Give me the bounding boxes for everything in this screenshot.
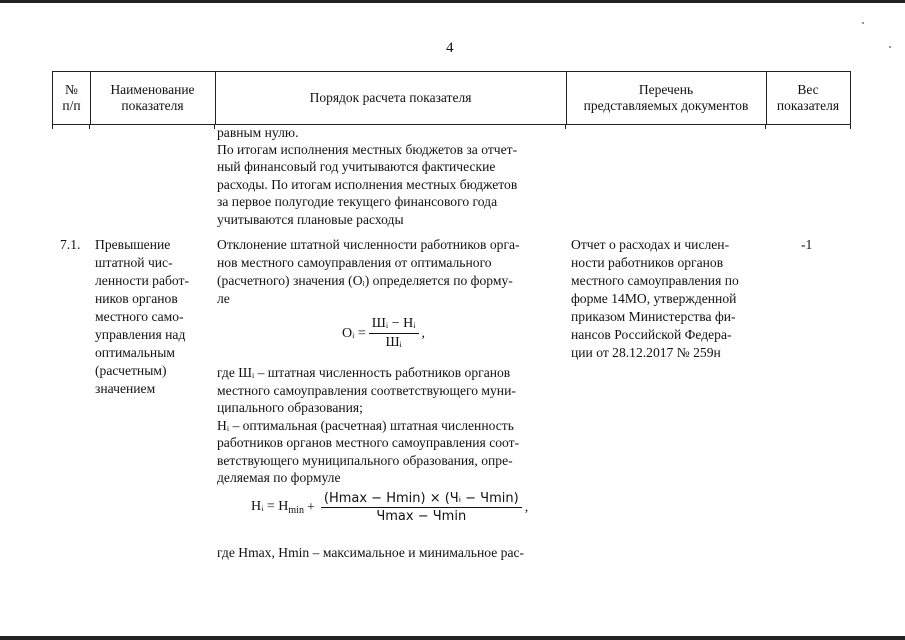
column-divider [214,125,215,129]
header-cell-name: Наименование показателя [110,82,195,113]
scan-bottom-border [0,636,905,640]
column-divider [565,125,566,129]
formula-deviation: Oᵢ = $\frac{\text{Шᵢ − Нᵢ}}{\text{Шᵢ}}$ , [342,316,426,350]
formula-lhs: Oᵢ = [342,325,366,341]
column-divider [52,125,53,129]
header-cell-procedure: Порядок расчета показателя [309,90,472,105]
formula-fraction [321,491,522,524]
formula-numerator: Шᵢ − Нᵢ [369,316,419,334]
row-number: 7.1. [60,237,81,252]
column-divider [850,125,851,129]
formula-optimal-staff: Нᵢ = $Н_{min}$ + $\frac{\text{(Нmax − Нmin) × (Чᵢ − Чmin)}}{Ч\max - Ч\min}$ , [251,491,529,524]
scan-speck [889,46,891,48]
procedure-last-line: где Нmax, Нmin – максимальное и минимальное рас- [217,545,525,560]
table-header [52,71,851,125]
formula-lhs: Нᵢ = $Н_{min}$ [251,499,304,516]
formula-fraction [369,316,419,351]
formula-denominator: Шᵢ [385,335,402,350]
indicator-weight: -1 [801,237,813,252]
header-cell-weight: Вес показателя [776,82,840,113]
formula-denominator: Чmax − Чmin [376,509,467,524]
scan-top-border [0,0,905,3]
column-divider [765,125,766,129]
header-cell-documents: Перечень представляемых документов [583,82,749,113]
formula-numerator: (Нmax − Нmin) × (Чᵢ − Чmin) [321,491,522,508]
page-number: 4 [446,40,454,56]
header-cell-number: № п/п [62,82,81,113]
scan-speck [862,22,864,24]
column-divider [89,125,90,129]
